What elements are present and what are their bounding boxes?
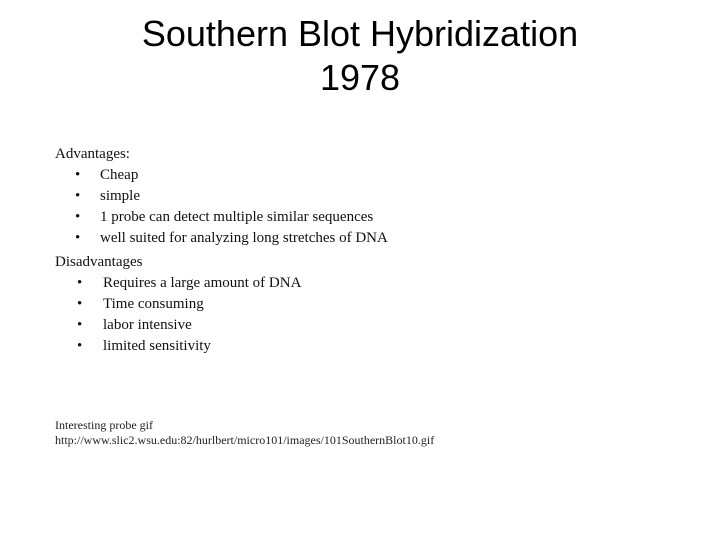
list-item-text: 1 probe can detect multiple similar sequences [100, 209, 374, 225]
reference-label: Interesting probe gif [55, 418, 153, 432]
bullet-icon: • [77, 296, 83, 312]
list-item [55, 315, 515, 336]
slide-title-line-1: Southern Blot Hybridization [141, 13, 579, 54]
list-item-text: labor intensive [103, 317, 192, 333]
slide-title-line-2: 1978 [319, 57, 401, 98]
bullet-icon: • [75, 188, 81, 204]
list-item [55, 294, 515, 315]
list-item [55, 336, 515, 357]
disadvantages-list [55, 273, 515, 357]
bullet-icon: • [75, 167, 81, 183]
reference-url: http://www.slic2.wsu.edu:82/hurlbert/micro101/images/101SouthernBlot10.gif [55, 433, 435, 447]
list-item [55, 186, 515, 207]
bullet-icon: • [75, 230, 81, 246]
bullet-icon: • [77, 275, 83, 291]
list-item-text: well suited for analyzing long stretches of DNA [100, 230, 388, 246]
bullet-icon: • [75, 209, 81, 225]
slide-title [0, 12, 720, 100]
list-item-text: Cheap [100, 167, 139, 183]
content-image [55, 144, 515, 357]
advantages-section [55, 144, 515, 249]
disadvantages-section [55, 252, 515, 357]
list-item-text: Requires a large amount of DNA [103, 275, 302, 291]
advantages-heading: Advantages: [55, 146, 130, 162]
list-item [55, 273, 515, 294]
list-item [55, 228, 515, 249]
advantages-list [55, 165, 515, 249]
bullet-icon: • [77, 317, 83, 333]
disadvantages-heading: Disadvantages [55, 254, 143, 270]
list-item [55, 207, 515, 228]
list-item [55, 165, 515, 186]
reference-block [55, 418, 434, 448]
bullet-icon: • [77, 338, 83, 354]
list-item-text: simple [100, 188, 140, 204]
list-item-text: limited sensitivity [103, 338, 211, 354]
list-item-text: Time consuming [103, 296, 204, 312]
